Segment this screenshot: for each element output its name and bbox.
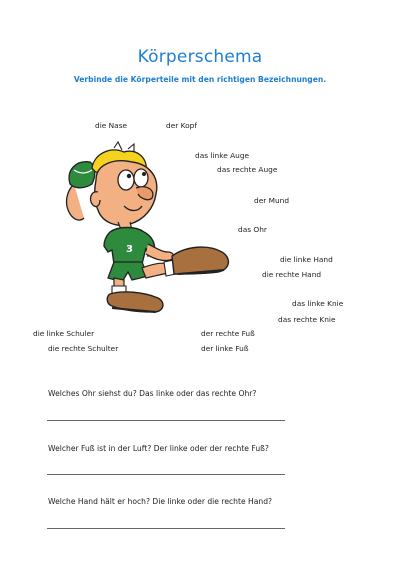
- label-head: der Kopf: [166, 121, 197, 130]
- label-left-eye: das linke Auge: [195, 151, 250, 160]
- question-2: Welcher Fuß ist in der Luft? Der linke oder der rechte Fuß?: [48, 444, 269, 453]
- front-arm: [146, 244, 174, 261]
- label-left-hand: die linke Hand: [280, 255, 333, 264]
- label-left-foot: der linke Fuß: [201, 344, 249, 353]
- question-1: Welches Ohr siehst du? Das linke oder das rechte Ohr?: [48, 389, 257, 398]
- label-right-knee: das rechte Knie: [278, 315, 336, 324]
- page-title: Körperschema: [137, 47, 263, 67]
- label-ear: das Ohr: [238, 225, 267, 234]
- cartoon-boy-illustration: [52, 140, 242, 320]
- answer-line-2[interactable]: [47, 474, 285, 475]
- instruction-text: Verbinde die Körperteile mit den richtigen Bezeichnungen.: [73, 75, 327, 84]
- right-eye: [134, 169, 148, 187]
- label-right-foot: der rechte Fuß: [201, 329, 255, 338]
- left-eye: [118, 170, 134, 190]
- question-3: Welche Hand hält er hoch? Die linke oder die rechte Hand?: [48, 497, 273, 506]
- label-right-shoulder: die rechte Schulter: [48, 344, 119, 353]
- answer-line-1[interactable]: [47, 420, 285, 421]
- shirt-number: 3: [126, 244, 133, 255]
- label-nose: die Nase: [95, 121, 128, 130]
- label-right-hand: die rechte Hand: [262, 270, 322, 279]
- label-right-eye: das rechte Auge: [217, 165, 278, 174]
- answer-line-3[interactable]: [47, 528, 285, 529]
- cap: [69, 162, 95, 188]
- label-left-shoulder: die linke Schuler: [33, 329, 95, 338]
- label-mouth: der Mund: [254, 196, 290, 205]
- raised-arm: [67, 184, 84, 220]
- label-left-knee: das linke Knie: [292, 299, 344, 308]
